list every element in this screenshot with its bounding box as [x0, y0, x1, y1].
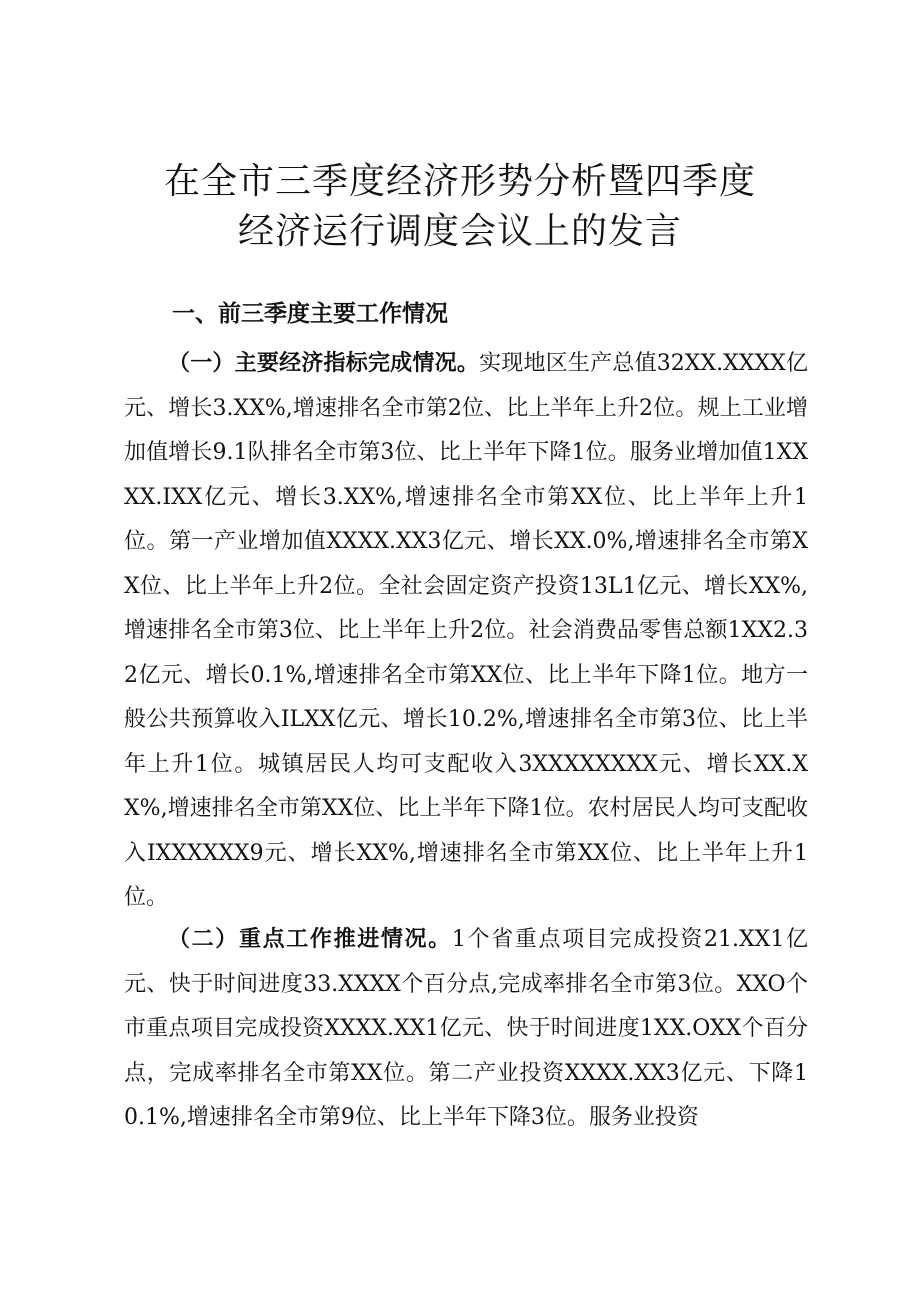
paragraph-lead: （二）重点工作推进情况。 — [168, 926, 452, 952]
section-heading: 一、前三季度主要工作情况 — [172, 300, 448, 327]
document-title-line-2: 经济运行调度会议上的发言 — [237, 211, 682, 252]
paragraph-body: 实现地区生产总值32XX.XXXX亿元、增长3.XX%,增速排名全市第2位、比上半年上升2位。规上工业增加值增长9.1队排名全市第3位、比上半年下降1位。服务业增加值1XXXX.IXX亿元、增长3.XX%,增速排名全市第XX位、比上半年上升1位。第一产业增加值XXXX.XX3亿元、增长XX.0%,增速排名全市第XX位、比上半年上升2位。全社会固定资产投资13L1亿元、增长XX%,增速排名全市第3位、比上半年上升2位。社会消费品零售总额1XX2.32亿元、增长0.1%,增速排名全市第XX位、比上半年下降1位。地方一般公共预算收入ILXX亿元、增长10.2%,增速排名全市第3位、比上半年上升1位。城镇居民人均可支配收入3XXXXXXXX元、增长XX.XX%,增速排名全市第XX位、比上半年下降1位。农村居民人均可支配收入IXXXXXX9元、增长XX%,增速排名全市第XX位、比上半年上升1位。 — [124, 351, 808, 910]
paragraph-body: 1个省重点项目完成投资21.XX1亿元、快于时间进度33.XXXX个百分点,完成率排名全市第3位。XXO个市重点项目完成投资XXXX.XX1亿元、快于时间进度1XX.OXX个百分点，完成率排名全市第XX位。第二产业投资XXXX.XX3亿元、下降10.1%,增速排名全市第9位、比上半年下降3位。服务业投资 — [124, 927, 808, 1130]
document-title-line-1: 在全市三季度经济形势分析暨四季度 — [163, 161, 756, 202]
paragraph-lead: （一）主要经济指标完成情况。 — [168, 350, 480, 376]
paragraph-key-work-progress — [124, 917, 808, 1141]
paragraph-economic-indicators — [124, 341, 808, 921]
